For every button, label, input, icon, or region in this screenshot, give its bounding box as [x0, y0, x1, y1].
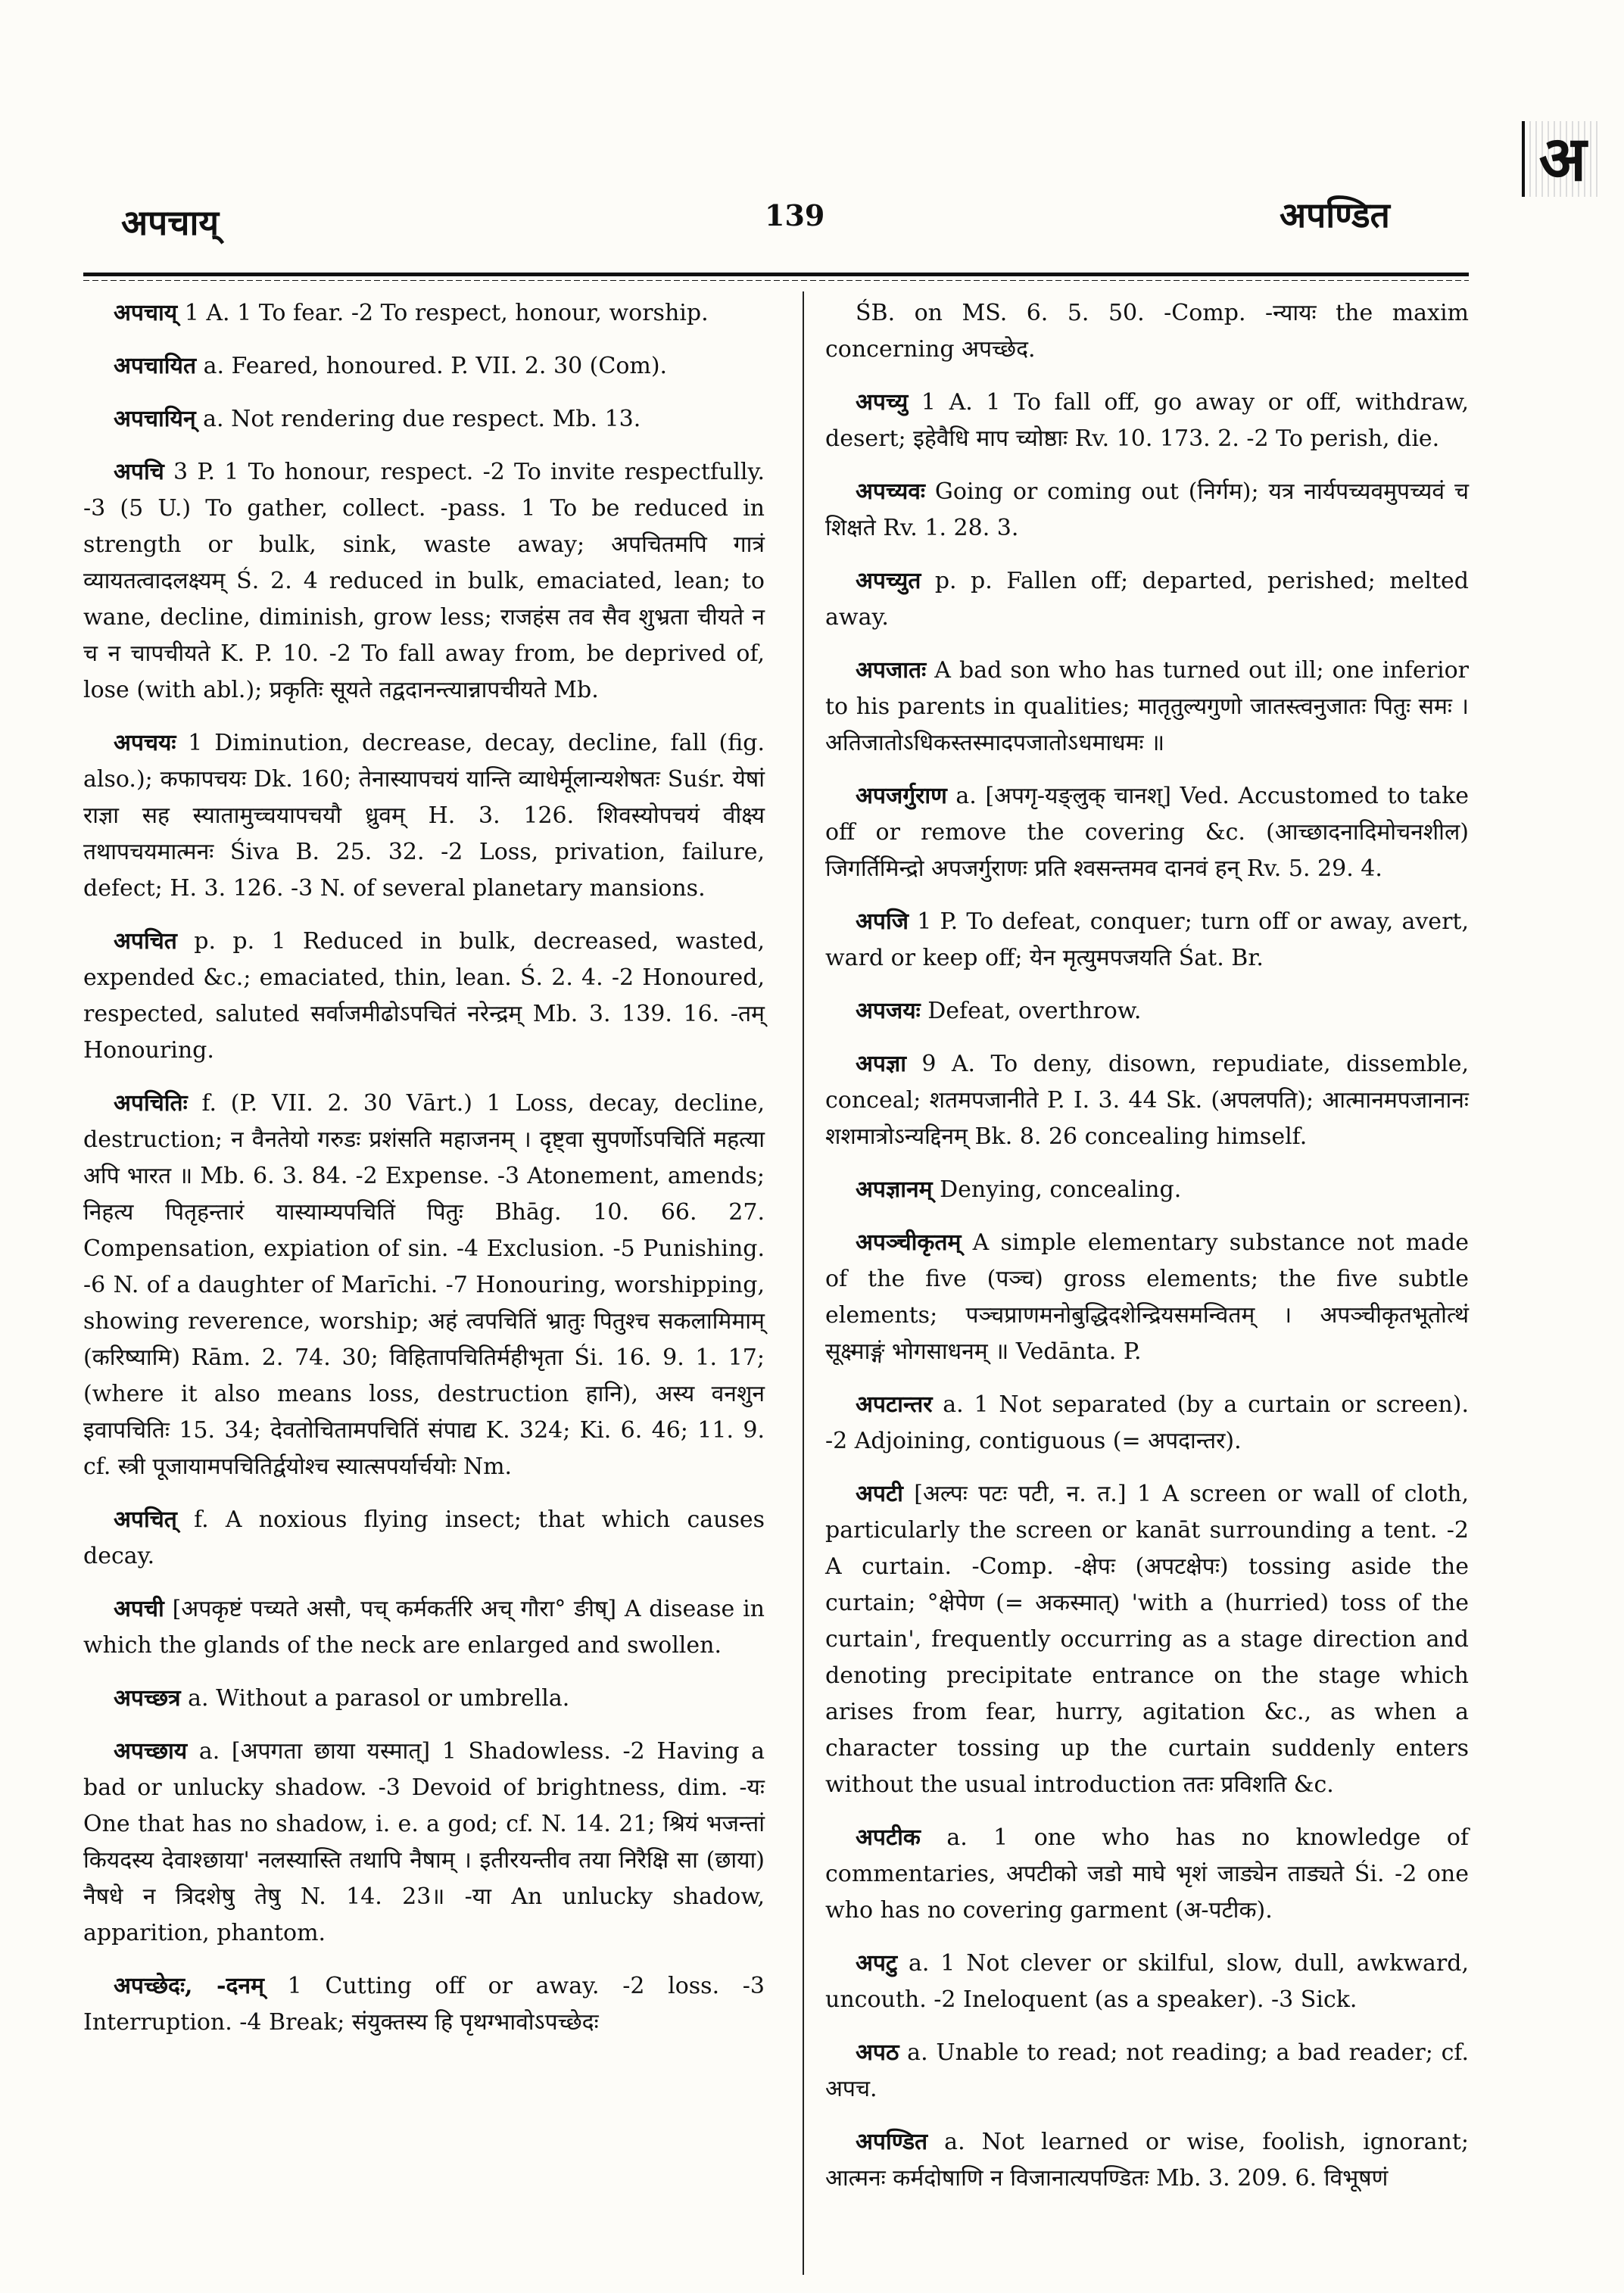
entry-definition: 1 Diminution, decrease, decay, decline, fall (fig. also.); कफापचयः Dk. 160; तेनास्यापचयं यान्ति व्याधेर्मूलान्यशेषतः Suśr. येषां राज्ञा सह स्यातामुच्चयापचयौ ध्रुवम् H. 3. 126. शिवस्योपचयं वीक्ष्य तथापचयमात्मनः Śiva B. 25. 32. -2 Loss, privation, failure, defect; H. 3. 126. -3 N. of several planetary mansions. — [83, 730, 765, 902]
entry-headword: अपटीक — [856, 1824, 921, 1851]
entry-headword: अपजि — [856, 908, 909, 935]
dictionary-entry — [825, 563, 1469, 636]
entry-definition: 1 Cutting off or away. -2 loss. -3 Interruption. -4 Break; संयुक्तस्य हि पृथग्भावोऽपच्छेदः — [83, 1973, 765, 2036]
page-header — [0, 0, 1624, 280]
header-rule — [83, 273, 1469, 276]
dictionary-entry — [825, 1476, 1469, 1803]
dictionary-entry — [825, 1387, 1469, 1460]
dictionary-entry — [825, 474, 1469, 547]
entry-definition: A simple elementary substance not made of the five (पञ्च) gross elements; the five subtle elements; पञ्चप्राणमनोबुद्धिदशेन्द्रियसमन्वितम् । अपञ्चीकृतभूतोत्थं सूक्ष्माङ्गं भोगसाधनम् ॥ Vedānta. P. — [825, 1229, 1469, 1365]
dictionary-entry — [825, 2124, 1469, 2197]
entry-definition: a. Without a parasol or umbrella. — [180, 1685, 570, 1712]
entry-definition: [अपकृष्टं पच्यते असौ, पच् कर्मकर्तरि अच् गौरा° ङीष्] A disease in which the glands of the neck are enlarged and swollen. — [83, 1596, 765, 1659]
column-divider — [803, 291, 804, 2275]
entry-definition: A bad son who has turned out ill; one inferior to his parents in qualities; मातृतुल्यगुणो जातस्त्वनुजातः पितुः समः । अतिजातोऽधिकस्तस्मादपजातोऽधमाधमः ॥ — [825, 657, 1469, 756]
dictionary-entry — [83, 1086, 765, 1485]
left-running-headword: अपचाय् — [121, 202, 220, 243]
entry-headword: अपचायित — [114, 353, 197, 379]
entry-definition: 1 P. To defeat, conquer; turn off or away, avert, ward or keep off; येन मृत्युमपजयति Śat. Br. — [825, 908, 1469, 971]
dictionary-entry — [825, 1172, 1469, 1208]
dictionary-entry — [83, 348, 765, 385]
dictionary-entry — [825, 778, 1469, 887]
dictionary-entry — [83, 924, 765, 1069]
dictionary-entry — [83, 1591, 765, 1664]
right-running-headword: अपण्डित — [1280, 195, 1390, 235]
left-column — [83, 295, 765, 2058]
dictionary-entry — [825, 1046, 1469, 1155]
dictionary-entry — [825, 1225, 1469, 1370]
entry-definition: p. p. 1 Reduced in bulk, decreased, wasted, expended &c.; emaciated, thin, lean. Ś. 2. 4. -2 Honoured, respected, saluted सर्वाजमीढोऽपचितं नरेन्द्रम् Mb. 3. 139. 16. -तम् Honouring. — [83, 928, 765, 1064]
entry-definition: [अल्पः पटः पटी, न. त.] 1 A screen or wall of cloth, particularly the screen or kanāt surrounding a tent. -2 A curtain. -Comp. -क्षेपः (अपटक्षेपः) tossing aside the curtain; °क्षेपेण (= अकस्मात्) 'with a (hurried) toss of the curtain', frequently occurring as a stage direction and denoting precipitate entrance on the stage which arises from fear, hurry, agitation &c., as when a character tossing up the curtain suddenly enters without the usual introduction ततः प्रविशति &c. — [825, 1481, 1469, 1798]
entry-headword: अपचि — [114, 459, 164, 485]
entry-definition: a. 1 Not separated (by a curtain or screen). -2 Adjoining, contiguous (= अपदान्तर). — [825, 1391, 1469, 1454]
entry-definition: a. Feared, honoured. P. VII. 2. 30 (Com). — [196, 353, 668, 379]
dictionary-entry — [83, 1734, 765, 1952]
entry-definition: 1 A. 1 To fear. -2 To respect, honour, worship. — [177, 300, 709, 326]
entry-headword: अपचाय् — [114, 300, 178, 326]
entry-headword: अपजयः — [856, 998, 921, 1024]
entry-definition: 9 A. To deny, disown, repudiate, dissemble, conceal; शतमपजानीते P. I. 3. 44 Sk. (अपलपति); आत्मानमपजानानः शशमात्रोऽन्यद्दिनम् Bk. 8. 26 concealing himself. — [825, 1051, 1469, 1150]
entry-definition: p. p. Fallen off; departed, perished; melted away. — [825, 568, 1469, 631]
dictionary-entry — [825, 1946, 1469, 2018]
dictionary-entry — [83, 295, 765, 332]
entry-headword: अपण्डित — [856, 2129, 928, 2155]
entry-definition: 1 A. 1 To fall off, go away or off, withdraw, desert; इहेवैधि माप च्योष्ठाः Rv. 10. 173. 2. -2 To perish, die. — [825, 389, 1469, 452]
entry-definition: a. Not learned or wise, foolish, ignorant; आत्मनः कर्मदोषाणि न विजानात्यपण्डितः Mb. 3. 209. 6. विभूषणं — [825, 2129, 1469, 2192]
entry-headword: अपचित् — [114, 1506, 177, 1533]
entry-headword: अपटी — [856, 1481, 903, 1507]
entry-definition: Going or coming out (निर्गम); यत्र नार्यपच्यवमुपच्यवं च शिक्षते Rv. 1. 28. 3. — [825, 478, 1469, 541]
dictionary-entry — [825, 1820, 1469, 1929]
entry-headword: अपची — [114, 1596, 164, 1622]
dictionary-entry — [83, 1681, 765, 1717]
entry-headword: अपचित — [114, 928, 177, 955]
entry-definition: a. [अपगृ-यङ्लुक् चानश्] Ved. Accustomed to take off or remove the covering &c. (आच्छादनादिमोचनशील) जिगर्तिमिन्द्रो अपजर्गुराणः प्रति श्वसन्तमव दानवं हन् Rv. 5. 29. 4. — [825, 783, 1469, 882]
thumb-index-letter: अ — [1522, 121, 1601, 197]
entry-definition: Denying, concealing. — [932, 1176, 1182, 1203]
entry-headword: अपञ्चीकृतम् — [856, 1229, 962, 1256]
dictionary-entry — [83, 1502, 765, 1575]
dictionary-entry — [83, 454, 765, 709]
entry-definition: f. (P. VII. 2. 30 Vārt.) 1 Loss, decay, decline, destruction; न वैनतेयो गरुडः प्रशंसति महाजनम् । दृष्ट्वा सुपर्णोऽपचितिं महत्या अपि भारत ॥ Mb. 6. 3. 84. -2 Expense. -3 Atonement, amends; निहत्य पितृहन्तारं यास्याम्यपचितिं पितुः Bhāg. 10. 66. 27. Compensation, expiation of sin. -4 Exclusion. -5 Punishing. -6 N. of a daughter of Marīchi. -7 Honouring, worshipping, showing reverence, worship; अहं त्वपचितिं भ्रातुः पितुश्च सकलामिमाम् (करिष्यामि) Rām. 2. 74. 30; विहितापचितिर्महीभृता Śi. 16. 9. 1. 17; (where it also means loss, destruction हानि), अस्य वनशुन इवापचितिः 15. 34; देवतोचितामपचितिं संपाद्य K. 324; Ki. 6. 46; 11. 9. cf. स्त्री पूजायामपचितिर्द्वयोश्च स्यात्सपर्यार्चयोः Nm. — [83, 1090, 765, 1480]
entry-headword: अपटु — [856, 1950, 898, 1977]
entry-definition: Defeat, overthrow. — [920, 998, 1142, 1024]
entry-definition: f. A noxious flying insect; that which causes decay. — [83, 1506, 765, 1569]
page-number: 139 — [765, 198, 825, 232]
entry-headword: अपजातः — [856, 657, 927, 684]
entry-headword: अपज्ञानम् — [856, 1176, 933, 1203]
entry-headword: अपटान्तर — [856, 1391, 933, 1418]
entry-headword: अपचायिन् — [114, 406, 196, 432]
entry-definition: a. Unable to read; not reading; a bad reader; cf. अपच. — [825, 2039, 1469, 2102]
dictionary-entry — [825, 904, 1469, 977]
entry-definition: a. 1 one who has no knowledge of commentaries, अपटीको जडो माघे भृशं जाड्येन ताड्यते Śi. -2 one who has no covering garment (अ-पटीक). — [825, 1824, 1469, 1924]
header-dotted-rule — [83, 280, 1469, 281]
entry-headword: अपज्ञा — [856, 1051, 906, 1077]
entry-definition: a. [अपगता छाया यस्मात्] 1 Shadowless. -2 Having a bad or unlucky shadow. -3 Devoid of brightness, dim. -यः One that has no shadow, i. e. a god; cf. N. 14. 21; श्रियं भजन्तां कियदस्य देवाश्छाया' नलस्यास्ति तथापि नैषाम् । इतीरयन्तीव तया निरैक्षि सा (छाया) नैषधे न त्रिदशेषु तेषु N. 14. 23॥ -या An unlucky shadow, apparition, phantom. — [83, 1738, 765, 1946]
entry-headword: अपचितिः — [114, 1090, 188, 1117]
entry-definition: ŚB. on MS. 6. 5. 50. -Comp. -न्यायः the maxim concerning अपच्छेद. — [825, 300, 1469, 363]
entry-headword: अपजर्गुराण — [856, 783, 947, 809]
entry-headword: अपच्छत्र — [114, 1685, 181, 1712]
entry-headword: अपच्छाय — [114, 1738, 188, 1765]
dictionary-entry — [825, 2035, 1469, 2108]
entry-headword: अपच्यु — [856, 389, 909, 416]
entry-definition: a. Not rendering due respect. Mb. 13. — [195, 406, 641, 432]
dictionary-entry — [825, 385, 1469, 457]
entry-definition: 3 P. 1 To honour, respect. -2 To invite respectfully. -3 (5 U.) To gather, collect. -pass. 1 To be reduced in strength or bulk, sink, waste away; अपचितमपि गात्रं व्यायतत्वादलक्ष्यम् Ś. 2. 4 reduced in bulk, emaciated, lean; to wane, decline, diminish, grow less; राजहंस तव सैव शुभ्रता चीयते न च न चापचीयते K. P. 10. -2 To fall away from, be deprived of, lose (with abl.); प्रकृतिः सूयते तद्वदानन्त्यान्नापचीयते Mb. — [83, 459, 765, 703]
entry-headword: अपठ — [856, 2039, 899, 2066]
dictionary-entry — [825, 993, 1469, 1030]
dictionary-entry — [825, 295, 1469, 368]
entry-headword: अपच्युत — [856, 568, 921, 594]
dictionary-entry — [825, 653, 1469, 762]
dictionary-entry — [83, 725, 765, 907]
dictionary-entry — [83, 401, 765, 438]
dictionary-entry — [83, 1968, 765, 2041]
entry-headword: अपच्छेदः, -दनम् — [114, 1973, 264, 1999]
entry-headword: अपचयः — [114, 730, 176, 756]
entry-headword: अपच्यवः — [856, 478, 925, 505]
entry-definition: a. 1 Not clever or skilful, slow, dull, awkward, uncouth. -2 Ineloquent (as a speaker). -3 Sick. — [825, 1950, 1469, 2013]
right-column — [825, 295, 1469, 2214]
